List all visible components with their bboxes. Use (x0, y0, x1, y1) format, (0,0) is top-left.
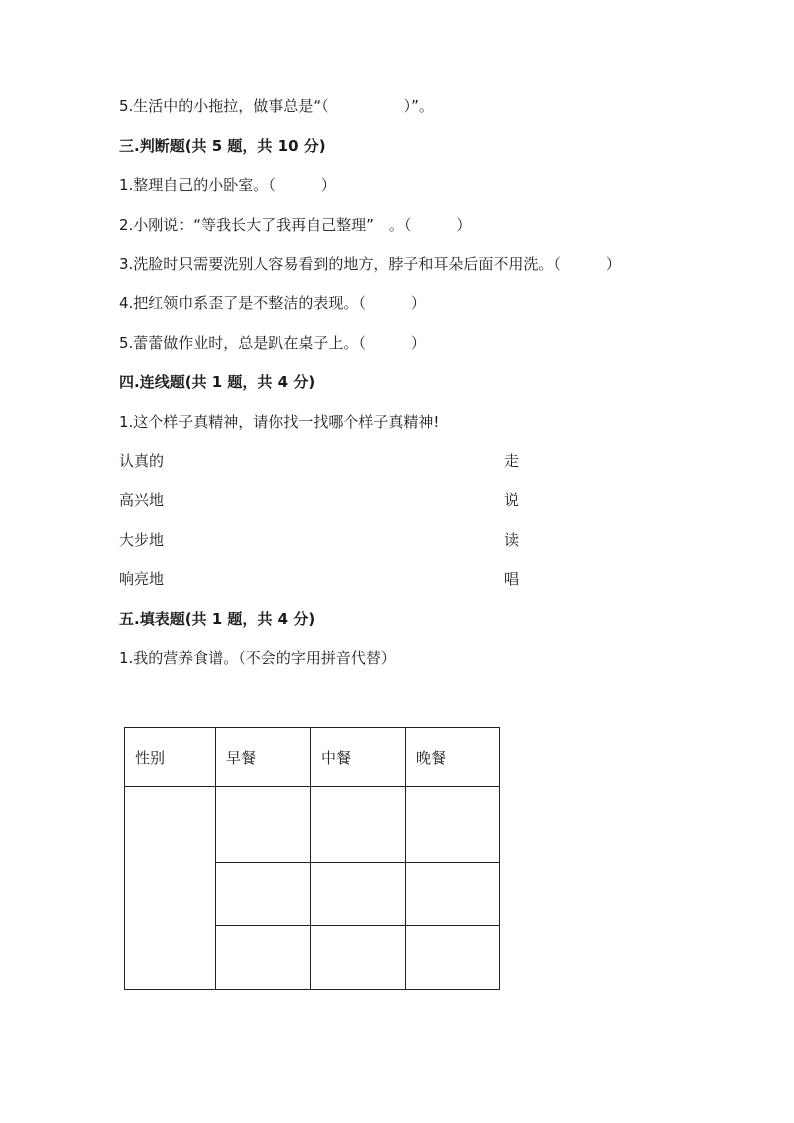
judge-item-5: 5.蕾蕾做作业时，总是趴在桌子上。（ ） (119, 334, 426, 352)
table-header-row (125, 728, 500, 787)
header-lunch: 中餐 (311, 728, 406, 787)
section-4-heading: 四.连线题(共 1 题，共 4 分) (119, 373, 316, 391)
section-5-heading: 五.填表题(共 1 题，共 4 分) (119, 610, 316, 628)
table-question: 1.我的营养食谱。（不会的字用拼音代替） (119, 649, 396, 667)
section-3-heading: 三.判断题(共 5 题，共 10 分) (119, 137, 326, 155)
match-right-1: 走 (504, 452, 520, 470)
match-left-2: 高兴地 (119, 491, 165, 509)
match-left-4: 响亮地 (119, 570, 165, 588)
breakfast-cell[interactable] (216, 787, 311, 863)
match-right-3: 读 (504, 531, 520, 549)
match-left-3: 大步地 (119, 531, 165, 549)
match-question: 1.这个样子真精神，请你找一找哪个样子真精神! (119, 413, 440, 431)
match-right-4: 唱 (504, 570, 520, 588)
gender-cell[interactable] (125, 787, 216, 990)
table-row (125, 787, 500, 863)
header-breakfast: 早餐 (216, 728, 311, 787)
dinner-cell[interactable] (406, 863, 500, 926)
question-5-fill: 5.生活中的小拖拉，做事总是“（ ）”。 (119, 97, 434, 115)
judge-item-3: 3.洗脸时只需要洗别人容易看到的地方，脖子和耳朵后面不用洗。（ ） (119, 255, 621, 273)
header-gender: 性别 (125, 728, 216, 787)
match-left-1: 认真的 (119, 452, 165, 470)
judge-item-4: 4.把红领巾系歪了是不整洁的表现。（ ） (119, 294, 426, 312)
breakfast-cell[interactable] (216, 863, 311, 926)
lunch-cell[interactable] (311, 787, 406, 863)
lunch-cell[interactable] (311, 863, 406, 926)
judge-item-2: 2.小刚说：“等我长大了我再自己整理” 。（ ） (119, 216, 472, 234)
match-right-2: 说 (504, 491, 520, 509)
breakfast-cell[interactable] (216, 926, 311, 990)
dinner-cell[interactable] (406, 926, 500, 990)
lunch-cell[interactable] (311, 926, 406, 990)
judge-item-1: 1.整理自己的小卧室。（ ） (119, 176, 336, 194)
dinner-cell[interactable] (406, 787, 500, 863)
header-dinner: 晚餐 (406, 728, 500, 787)
meal-table (124, 727, 500, 990)
